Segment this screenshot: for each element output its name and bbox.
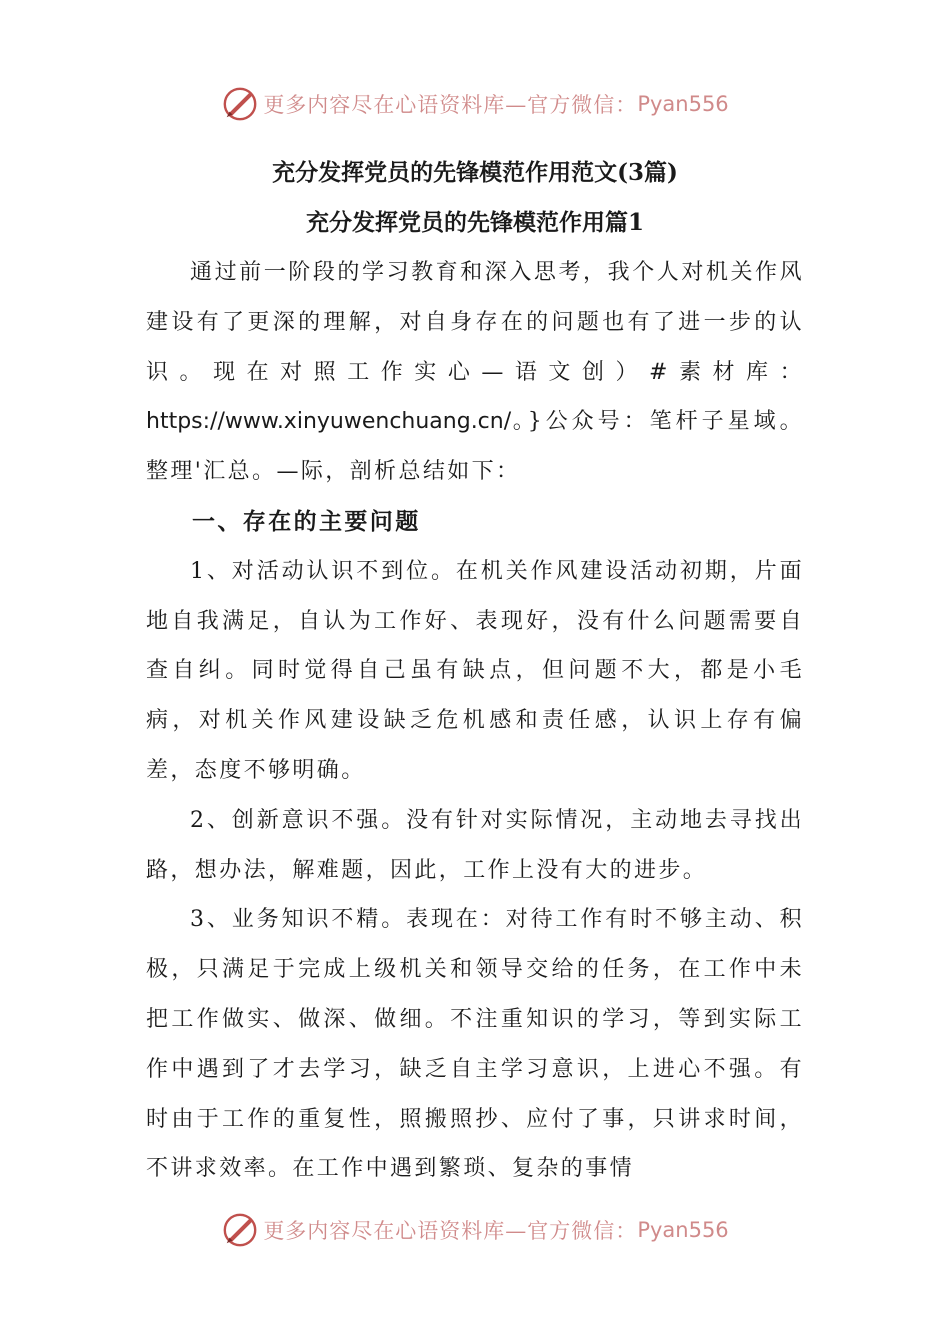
watermark-wechat-id: Pyan556	[637, 1218, 729, 1242]
watermark-text: 更多内容尽在心语资料库—官方微信：	[263, 1219, 638, 1243]
document-body	[146, 148, 804, 1194]
intro-text-2: 。}公众号：笔杆子星域。整理'汇总。—际，剖析总结如下：	[146, 409, 804, 485]
watermark-text: 更多内容尽在心语资料库—官方微信：	[263, 93, 638, 117]
section-heading: 一、存在的主要问题	[192, 507, 421, 535]
watermark-wechat-id: Pyan556	[637, 92, 729, 116]
pen-logo-icon	[221, 85, 259, 123]
watermark-banner-bottom	[0, 1208, 950, 1252]
list-item-2: 2、创新意识不强。没有针对实际情况，主动地去寻找出路，想办法，解难题，因此，工作上没有大的进步。	[146, 807, 804, 883]
list-item-3: 3、业务知识不精。表现在：对待工作有时不够主动、积极，只满足于完成上级机关和领导交给的任务，在工作中未把工作做实、做深、做细。不注重知识的学习，等到实际工作中遇到了才去学习，缺乏自主学习意识，上进心不强。有时由于工作的重复性，照搬照抄、应付了事，只讲求时间，不讲求效率。在工作中遇到繁琐、复杂的事情	[146, 907, 804, 1182]
document-title: 充分发挥党员的先锋模范作用范文(3篇)	[272, 159, 678, 186]
intro-text-1: 通过前一阶段的学习教育和深入思考，我个人对机关作风建设有了更深的理解，对自身存在的问题也有了进一步的认识。现在对照工作实心—语文创）#素材库：	[146, 260, 804, 385]
pen-logo-icon	[221, 1211, 259, 1249]
watermark-banner-top	[0, 82, 950, 126]
intro-url: https://www.xinyuwenchuang.cn/	[146, 409, 512, 435]
document-subtitle: 充分发挥党员的先锋模范作用篇1	[305, 209, 644, 236]
list-item-1: 1、对活动认识不到位。在机关作风建设活动初期，片面地自我满足，自认为工作好、表现好，没有什么问题需要自查自纠。同时觉得自己虽有缺点，但问题不大，都是小毛病，对机关作风建设缺乏危机感和责任感，认识上存有偏差，态度不够明确。	[146, 558, 804, 783]
intro-paragraph	[146, 248, 804, 497]
